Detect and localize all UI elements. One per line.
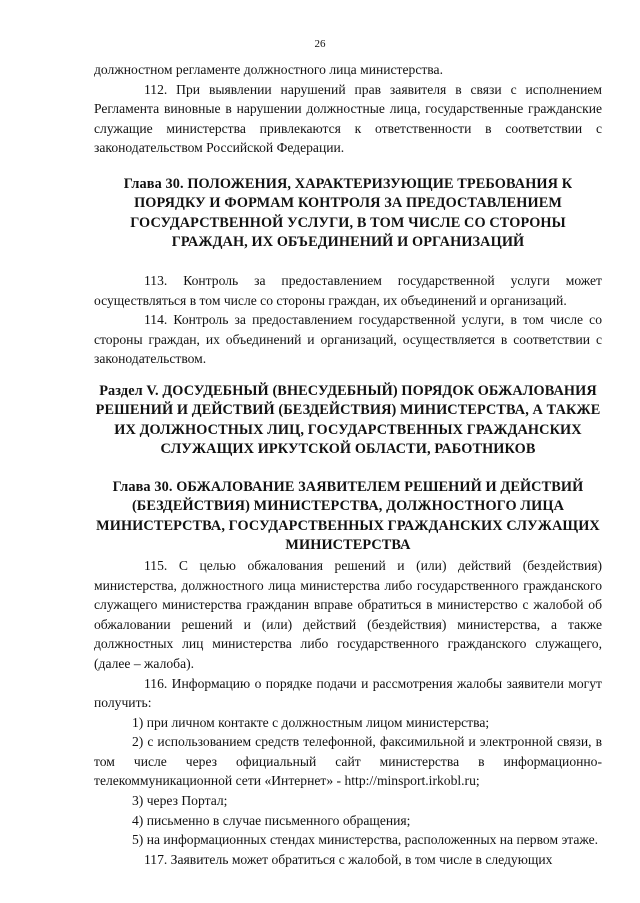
- paragraph-112: 112. При выявлении нарушений прав заявителя в связи с исполнением Регламента виновные в нарушении должностные лица, государственные гражданские служащие министерства привлекаются к ответственности в соответствии с законодательством Российской Федерации.: [94, 81, 602, 156]
- list-item: 4) письменно в случае письменного обращения;: [132, 812, 411, 828]
- chapter-30-appeal-heading: Глава 30. ОБЖАЛОВАНИЕ ЗАЯВИТЕЛЕМ РЕШЕНИЙ И ДЕЙСТВИЙ (БЕЗДЕЙСТВИЯ) МИНИСТЕРСТВА, ДОЛЖНОСТНОГО ЛИЦА МИНИСТЕРСТВА, ГОСУДАРСТВЕННЫХ ГРАЖДАНСКИХ СЛУЖАЩИХ МИНИСТЕРСТВА: [96, 478, 600, 554]
- paragraph-114: 114. Контроль за предоставлением государственной услуги, в том числе со стороны граждан, их объединений и организаций, осуществляется в соответствии с законодательством.: [94, 312, 602, 367]
- chapter-30-heading: Глава 30. ПОЛОЖЕНИЯ, ХАРАКТЕРИЗУЮЩИЕ ТРЕБОВАНИЯ К ПОРЯДКУ И ФОРМАМ КОНТРОЛЯ ЗА ПРЕДОСТАВЛЕНИЕМ ГОСУДАРСТВЕННОЙ УСЛУГИ, В ТОМ ЧИСЛЕ СО СТОРОНЫ ГРАЖДАН, ИХ ОБЪЕДИНЕНИЙ И ОРГАНИЗАЦИЙ: [123, 175, 573, 251]
- paragraph-117: 117. Заявитель может обратиться с жалобой, в том числе в следующих: [144, 851, 553, 867]
- paragraph-113: 113. Контроль за предоставлением государственной услуги может осуществляться в том числе со стороны граждан, их объединений и организаций.: [94, 272, 602, 308]
- paragraph-continuation: должностном регламенте должностного лица министерства.: [94, 62, 443, 77]
- list-item: 1) при личном контакте с должностным лицом министерства;: [132, 714, 490, 730]
- paragraph-115: 115. С целью обжалования решений и (или) действий (бездействия) министерства, должностного лица министерства либо государственного гражданского служащего министерства гражданин вправе обратиться в министерство с жалобой об обжаловании решений и (или) действий (бездействия) министерства, а также должностных лиц министерства либо государственного гражданского служащего, (далее – жалоба).: [94, 557, 602, 671]
- list-item: 3) через Портал;: [132, 793, 228, 809]
- list-item: 5) на информационных стендах министерства, расположенных на первом этаже.: [132, 832, 599, 848]
- list-item: 2) с использованием средств телефонной, факсимильной и электронной связи, в том числе через официальный сайт министерства в информационно-телекоммуникационной сети «Интернет» - http://minsport.irkobl.ru;: [94, 734, 602, 789]
- section-5-heading: Раздел V. ДОСУДЕБНЫЙ (ВНЕСУДЕБНЫЙ) ПОРЯДОК ОБЖАЛОВАНИЯ РЕШЕНИЙ И ДЕЙСТВИЙ (БЕЗДЕЙСТВИЯ) МИНИСТЕРСТВА, А ТАКЖЕ ИХ ДОЛЖНОСТНЫХ ЛИЦ, ГОСУДАРСТВЕННЫХ ГРАЖДАНСКИХ СЛУЖАЩИХ ИРКУТСКОЙ ОБЛАСТИ, РАБОТНИКОВ: [95, 382, 601, 458]
- document-body: [94, 60, 602, 869]
- paragraph-116: 116. Информацию о порядке подачи и рассмотрения жалобы заявители могут получить:: [94, 675, 602, 711]
- page-number: 26: [314, 38, 326, 50]
